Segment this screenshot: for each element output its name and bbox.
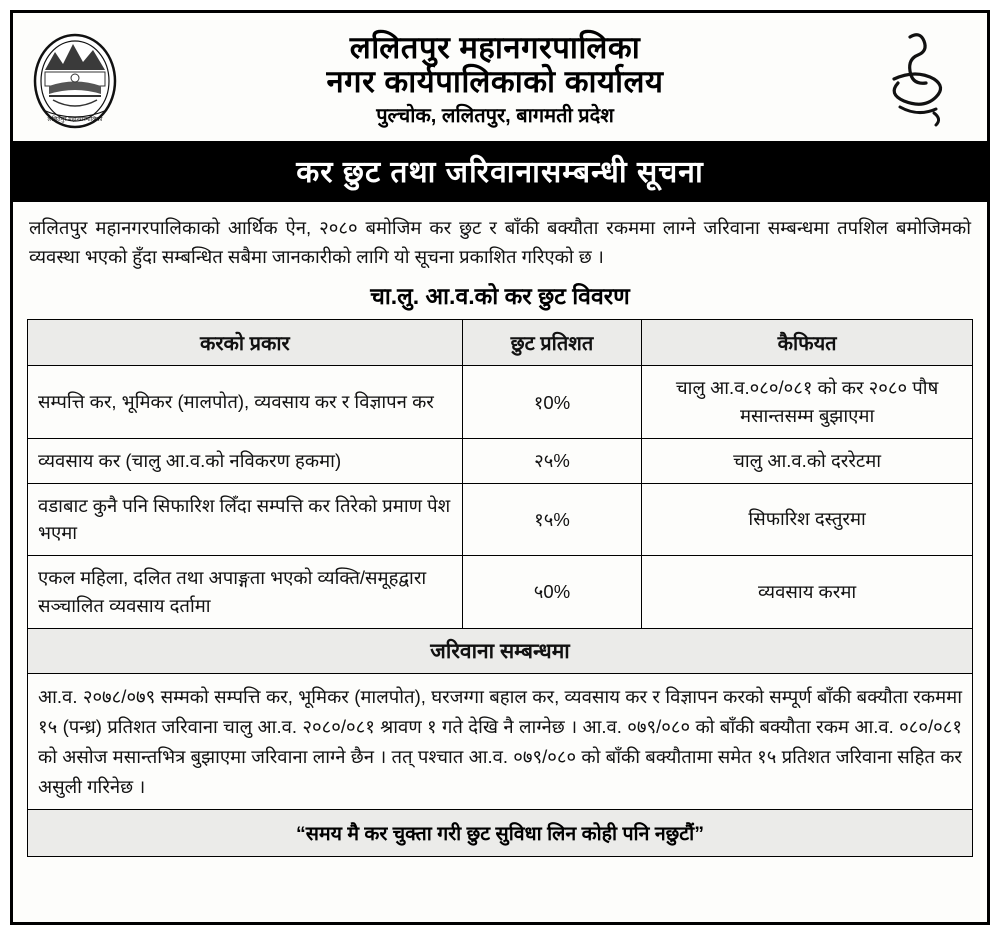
table-row xyxy=(28,556,973,629)
table-row xyxy=(28,366,973,439)
tax-exemption-table xyxy=(27,319,973,810)
cell-tax-type: व्यवसाय कर (चालु आ.व.को नविकरण हकमा) xyxy=(28,438,463,483)
cell-discount-percent: १५% xyxy=(462,483,642,556)
table-row xyxy=(28,438,973,483)
penalty-section-band xyxy=(28,628,973,673)
notice-title-bar: कर छुट तथा जरिवानासम्बन्धी सूचना xyxy=(13,141,987,202)
penalty-band-label: जरिवाना सम्बन्धमा xyxy=(28,628,973,673)
cell-discount-percent: ५0% xyxy=(462,556,642,629)
cell-remarks: सिफारिश दस्तुरमा xyxy=(642,483,973,556)
bottom-spacer xyxy=(13,857,987,922)
cell-remarks: चालु आ.व.०८०/०८१ को कर २०८० पौष मसान्तसम्म बुझाएमा xyxy=(642,366,973,439)
municipality-emblem-icon xyxy=(27,26,123,132)
column-header-remarks: कैफियत xyxy=(642,320,973,366)
document-header xyxy=(13,13,987,141)
organization-name-line2: नगर कार्यपालिकाको कार्यालय xyxy=(326,64,664,100)
penalty-paragraph: आ.व. २०७८/०७९ सम्मको सम्पत्ति कर, भूमिकर (मालपोत), घरजग्गा बहाल कर, व्यवसाय कर र विज्ञापन करको सम्पूर्ण बाँकी बक्यौता रकममा १५ (पन्ध्र) प्रतिशत जरिवाना चालु आ.व. २०८०/०८१ श्रावण १ गते देखि नै लाग्नेछ । आ.व. ०७९/०८० को बाँकी बक्यौता रकम आ.व. ०८०/०८१ को असोज मसान्तभित्र बुझाएमा जरिवाना लाग्ने छैन । तत् पश्चात आ.व. ०७९/०८० को बाँकी बक्यौतामा समेत १५ प्रतिशत जरिवाना सहित कर असुली गरिनेछ । xyxy=(28,673,973,810)
cell-discount-percent: २५% xyxy=(462,438,642,483)
section-heading: चा.लु. आ.व.को कर छुट विवरण xyxy=(370,283,630,310)
organization-title-block xyxy=(123,31,863,128)
cell-tax-type: सम्पत्ति कर, भूमिकर (मालपोत), व्यवसाय कर र विज्ञापन कर xyxy=(28,366,463,439)
column-header-discount-percent: छुट प्रतिशत xyxy=(462,320,642,366)
cell-tax-type: एकल महिला, दलित तथा अपाङ्गता भएको व्यक्ति/समूहद्वारा सञ्चालित व्यवसाय दर्तामा xyxy=(28,556,463,629)
column-header-tax-type: करको प्रकार xyxy=(28,320,463,366)
notice-document xyxy=(10,10,990,925)
organization-address: पुल्चोक, ललितपुर, बागमती प्रदेश xyxy=(376,105,614,128)
cell-discount-percent: १0% xyxy=(462,366,642,439)
calligraphy-icon xyxy=(863,27,973,131)
slogan-banner: “समय मै कर चुक्ता गरी छुट सुविधा लिन कोही पनि नछुटौं” xyxy=(27,810,973,857)
tax-exemption-table-wrapper xyxy=(13,319,987,810)
svg-text:ललितपुर महानगरपालिका: ललितपुर महानगरपालिका xyxy=(47,117,103,123)
table-row xyxy=(28,483,973,556)
intro-paragraph: ललितपुर महानगरपालिकाको आर्थिक ऐन, २०८० बमोजिम कर छुट र बाँकी बक्यौता रकममा लाग्ने जरिवाना सम्बन्धमा तपशिल बमोजिमको व्यवस्था भएको हुँदा सम्बन्धित सबैमा जानकारीको लागि यो सूचना प्रकाशित गरिएको छ । xyxy=(29,217,971,267)
table-header-row xyxy=(28,320,973,366)
cell-remarks: चालु आ.व.को दररेटमा xyxy=(642,438,973,483)
organization-name-line1: ललितपुर महानगरपालिका xyxy=(349,29,641,65)
penalty-paragraph-row xyxy=(28,673,973,810)
cell-tax-type: वडाबाट कुनै पनि सिफारिश लिँदा सम्पत्ति कर तिरेको प्रमाण पेश भएमा xyxy=(28,483,463,556)
cell-remarks: व्यवसाय करमा xyxy=(642,556,973,629)
